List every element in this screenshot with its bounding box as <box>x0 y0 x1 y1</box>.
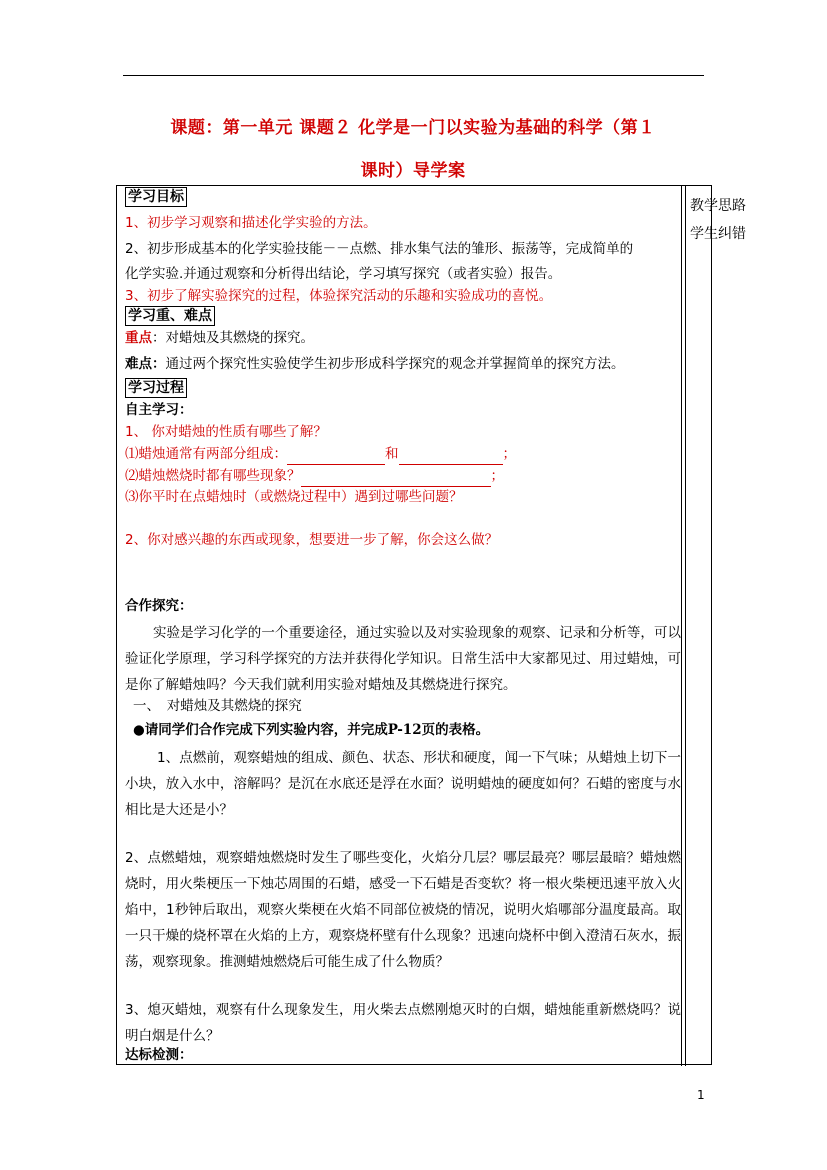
goal-item-1: 1、初步学习观察和描述化学实验的方法。 <box>125 215 377 231</box>
question-1a-end: ； <box>502 446 516 462</box>
page-title-line-1: 课题：第一单元 课题２ 化学是一门以实验为基础的科学（第１ <box>170 118 656 138</box>
answer-blank-2[interactable] <box>399 444 503 465</box>
key-heading: 学习重、难点 <box>125 306 215 326</box>
answer-blank-1[interactable] <box>287 444 385 465</box>
question-1a <box>125 444 516 465</box>
goal-item-2-cont-text: 化学实验.并通过观察和分析得出结论，学习填写探究（或者实验）报告。 <box>125 266 562 282</box>
column-divider-inner <box>685 186 686 1066</box>
key-point-label: 重点 <box>125 330 152 346</box>
question-1b <box>125 466 504 487</box>
question-2: 2、你对感兴趣的东西或现象，想要进一步了解，你会这么做？ <box>125 532 499 548</box>
page-number: 1 <box>697 1088 705 1102</box>
check-heading: 达标检测： <box>125 1047 193 1063</box>
side-label-teaching: 教学思路 <box>690 198 746 214</box>
process-heading-wrap <box>125 378 187 398</box>
difficult-point <box>125 354 625 374</box>
intro-paragraph: 实验是学习化学的一个重要途径，通过实验以及对实验现象的观察、记录和分析等，可以验证化学原理，学习科学探究的方法并获得化学知识。日常生活中大家都见过、用过蜡烛，可是你了解蜡烛吗？今天我们就利用实验对蜡烛及其燃烧进行探究。 <box>125 625 681 693</box>
goals-heading: 学习目标 <box>125 187 187 207</box>
answer-blank-3[interactable] <box>301 466 491 487</box>
key-point-text: ：对蜡烛及其燃烧的探究。 <box>152 330 314 346</box>
side-label-correction: 学生纠错 <box>690 226 746 242</box>
goal-item-2: 2、初步形成基本的化学实验技能－－点燃、排水集气法的雏形、振荡等，完成简单的 <box>125 241 634 257</box>
header-rule <box>123 75 704 76</box>
page-title-line-2: 课时）导学案 <box>360 161 466 181</box>
question-1c: ⑶你平时在点蜡烛时（或燃烧过程中）遇到过哪些问题？ <box>125 489 463 505</box>
process-heading: 学习过程 <box>125 378 187 398</box>
goal-item-2-cont <box>125 264 561 284</box>
difficult-point-label: 难点： <box>125 356 166 372</box>
cooperative-heading: 合作探究： <box>125 598 193 614</box>
question-1: 1、 你对蜡烛的性质有哪些了解？ <box>125 424 327 440</box>
step-3: 3、熄灭蜡烛，观察有什么现象发生，用火柴去点燃刚熄灭时的白烟，蜡烛能重新燃烧吗？说明白烟是什么？ <box>125 1002 681 1044</box>
goal-item-3: 3、初步了解实验探究的过程，体验探究活动的乐趣和实验成功的喜悦。 <box>125 288 553 304</box>
question-1a-and: 和 <box>385 446 399 462</box>
section-1-heading: 一、 对蜡烛及其燃烧的探究 <box>133 698 302 714</box>
question-1b-end: ； <box>490 468 504 484</box>
self-study-heading: 自主学习： <box>125 402 193 418</box>
key-heading-wrap <box>125 306 215 326</box>
step-2: 2、点燃蜡烛，观察蜡烛燃烧时发生了哪些变化，火焰分几层？哪层最亮？哪层最暗？蜡烛燃烧时，用火柴梗压一下烛芯周围的石蜡，感受一下石蜡是否变软？将一根火柴梗迅速平放入火焰中，1秒钟后取出，观察火柴梗在火焰不同部位被烧的情况，说明火焰哪部分温度最高。取一只干燥的烧杯罩在火焰的上方，观察烧杯壁有什么现象？迅速向烧杯中倒入澄清石灰水，振荡，观察现象。推测蜡烛燃烧后可能生成了什么物质？ <box>125 850 681 970</box>
column-divider <box>681 186 682 1066</box>
difficult-point-text: 通过两个探究性实验使学生初步形成科学探究的观念并掌握简单的探究方法。 <box>165 356 625 372</box>
goals-heading-wrap <box>125 187 187 207</box>
instruction-line: ●请同学们合作完成下列实验内容，并完成P-12页的表格。 <box>133 722 490 738</box>
question-1a-text: ⑴蜡烛通常有两部分组成： <box>125 446 287 462</box>
key-point <box>125 328 314 348</box>
step-1: 1、点燃前，观察蜡烛的组成、颜色、状态、形状和硬度，闻一下气味；从蜡烛上切下一小块，放入水中，溶解吗？是沉在水底还是浮在水面？说明蜡烛的硬度如何？石蜡的密度与水相比是大还是小？ <box>125 750 681 818</box>
question-1b-text: ⑵蜡烛燃烧时都有哪些现象？ <box>125 468 301 484</box>
